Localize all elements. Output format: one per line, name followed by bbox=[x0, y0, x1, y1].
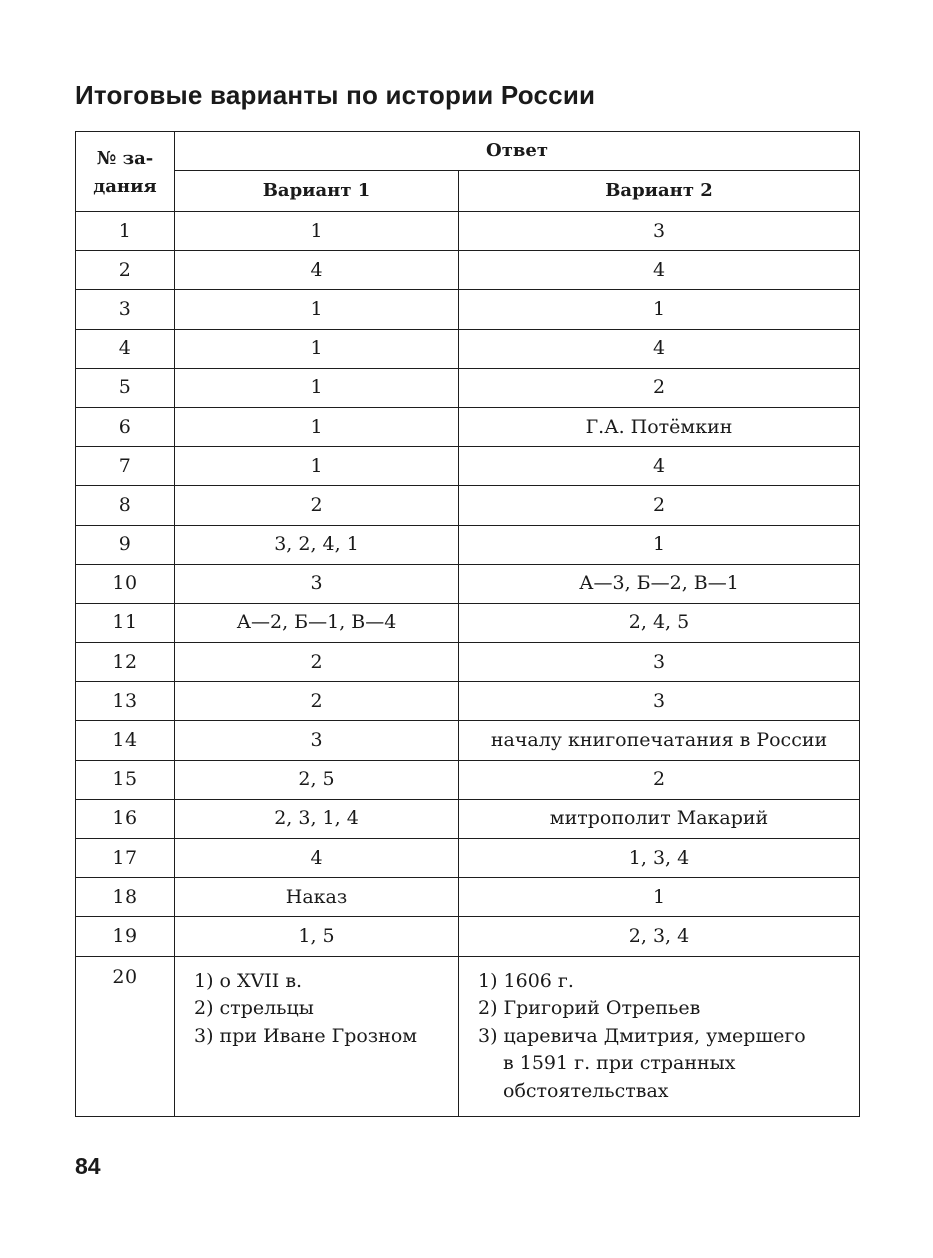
variant-2-cell: митрополит Макарий bbox=[459, 799, 860, 838]
variant-1-cell: А—2, Б—1, В—4 bbox=[175, 603, 459, 642]
variant-1-cell: 3 bbox=[175, 564, 459, 603]
variant-1-header: Вариант 1 bbox=[175, 171, 459, 212]
variant-2-cell bbox=[459, 956, 860, 1116]
task-number-cell: 8 bbox=[76, 486, 175, 525]
table-row bbox=[76, 839, 860, 878]
task-number-cell: 7 bbox=[76, 447, 175, 486]
answer-line: 3) царевича Дмитрия, умершего bbox=[478, 1024, 806, 1047]
variant-1-cell: 3, 2, 4, 1 bbox=[175, 525, 459, 564]
task-number-cell: 12 bbox=[76, 643, 175, 682]
variant-1-cell: 2, 3, 1, 4 bbox=[175, 799, 459, 838]
table-row bbox=[76, 251, 860, 290]
variant-2-cell: Г.А. Потёмкин bbox=[459, 407, 860, 446]
task-number-cell: 20 bbox=[76, 956, 175, 1116]
task-number-cell: 15 bbox=[76, 760, 175, 799]
answer-line: 1) 1606 г. bbox=[478, 969, 574, 992]
task-number-cell: 1 bbox=[76, 212, 175, 251]
task-number-cell: 10 bbox=[76, 564, 175, 603]
variant-1-cell bbox=[175, 956, 459, 1116]
variant-2-cell: 2 bbox=[459, 486, 860, 525]
table-header-row bbox=[76, 132, 860, 171]
table-row bbox=[76, 486, 860, 525]
table-row bbox=[76, 956, 860, 1116]
variant-1-cell: 4 bbox=[175, 839, 459, 878]
variant-2-cell: 1 bbox=[459, 525, 860, 564]
variant-1-cell: 4 bbox=[175, 251, 459, 290]
variant-2-cell: 4 bbox=[459, 447, 860, 486]
task-number-cell: 18 bbox=[76, 878, 175, 917]
answers-table bbox=[75, 131, 860, 1117]
table-row bbox=[76, 329, 860, 368]
variant-1-cell: 1, 5 bbox=[175, 917, 459, 956]
task-number-cell: 13 bbox=[76, 682, 175, 721]
variant-2-cell: 3 bbox=[459, 212, 860, 251]
answer-header: Ответ bbox=[175, 132, 860, 171]
variant-1-cell: 1 bbox=[175, 447, 459, 486]
variant-1-cell: 3 bbox=[175, 721, 459, 760]
variant-header-row bbox=[76, 171, 860, 212]
table-row bbox=[76, 643, 860, 682]
table-row bbox=[76, 682, 860, 721]
variant-1-cell: 2 bbox=[175, 682, 459, 721]
table-row bbox=[76, 407, 860, 446]
variant-2-cell: А—3, Б—2, В—1 bbox=[459, 564, 860, 603]
variant-2-cell: 3 bbox=[459, 682, 860, 721]
task-number-cell: 19 bbox=[76, 917, 175, 956]
variant-2-cell: 2, 3, 4 bbox=[459, 917, 860, 956]
answer-line: 2) стрельцы bbox=[194, 997, 314, 1020]
variant-2-cell: 2 bbox=[459, 368, 860, 407]
task-number-cell: 5 bbox=[76, 368, 175, 407]
task-number-cell: 6 bbox=[76, 407, 175, 446]
table-row bbox=[76, 212, 860, 251]
table-row bbox=[76, 368, 860, 407]
variant-2-cell: 4 bbox=[459, 329, 860, 368]
task-number-cell: 16 bbox=[76, 799, 175, 838]
variant-1-cell: 2 bbox=[175, 643, 459, 682]
answer-line: обстоятельствах bbox=[503, 1079, 669, 1102]
variant-2-cell: 1, 3, 4 bbox=[459, 839, 860, 878]
table-row bbox=[76, 917, 860, 956]
variant-2-cell: 4 bbox=[459, 251, 860, 290]
table-row bbox=[76, 290, 860, 329]
answer-line: 3) при Иване Грозном bbox=[194, 1024, 418, 1047]
answer-line: в 1591 г. при странных bbox=[503, 1052, 736, 1075]
table-row bbox=[76, 878, 860, 917]
page-title: Итоговые варианты по истории России bbox=[75, 80, 596, 110]
variant-1-cell: Наказ bbox=[175, 878, 459, 917]
table-row bbox=[76, 564, 860, 603]
task-number-cell: 9 bbox=[76, 525, 175, 564]
variant-2-cell: 3 bbox=[459, 643, 860, 682]
table-row bbox=[76, 603, 860, 642]
table-row bbox=[76, 760, 860, 799]
task-number-cell: 3 bbox=[76, 290, 175, 329]
variant-2-cell: 2 bbox=[459, 760, 860, 799]
variant-2-cell: 2, 4, 5 bbox=[459, 603, 860, 642]
variant-2-header: Вариант 2 bbox=[459, 171, 860, 212]
variant-2-cell: началу книгопечатания в России bbox=[459, 721, 860, 760]
variant-1-cell: 1 bbox=[175, 329, 459, 368]
variant-2-cell: 1 bbox=[459, 290, 860, 329]
page-number: 84 bbox=[75, 1153, 101, 1179]
table-row bbox=[76, 525, 860, 564]
answer-line: 2) Григорий Отрепьев bbox=[478, 997, 701, 1020]
table-body bbox=[76, 212, 860, 957]
task-number-cell: 11 bbox=[76, 603, 175, 642]
table-row bbox=[76, 721, 860, 760]
variant-1-cell: 1 bbox=[175, 212, 459, 251]
variant-1-cell: 2 bbox=[175, 486, 459, 525]
variant-1-cell: 1 bbox=[175, 368, 459, 407]
table-row bbox=[76, 799, 860, 838]
table-row bbox=[76, 447, 860, 486]
task-number-cell: 14 bbox=[76, 721, 175, 760]
task-number-cell: 2 bbox=[76, 251, 175, 290]
task-number-cell: 17 bbox=[76, 839, 175, 878]
variant-1-cell: 1 bbox=[175, 290, 459, 329]
task-number-header: № за- дания bbox=[76, 132, 175, 212]
answer-line: 1) о XVII в. bbox=[194, 969, 303, 992]
variant-2-cell: 1 bbox=[459, 878, 860, 917]
variant-1-cell: 1 bbox=[175, 407, 459, 446]
variant-1-cell: 2, 5 bbox=[175, 760, 459, 799]
task-number-cell: 4 bbox=[76, 329, 175, 368]
